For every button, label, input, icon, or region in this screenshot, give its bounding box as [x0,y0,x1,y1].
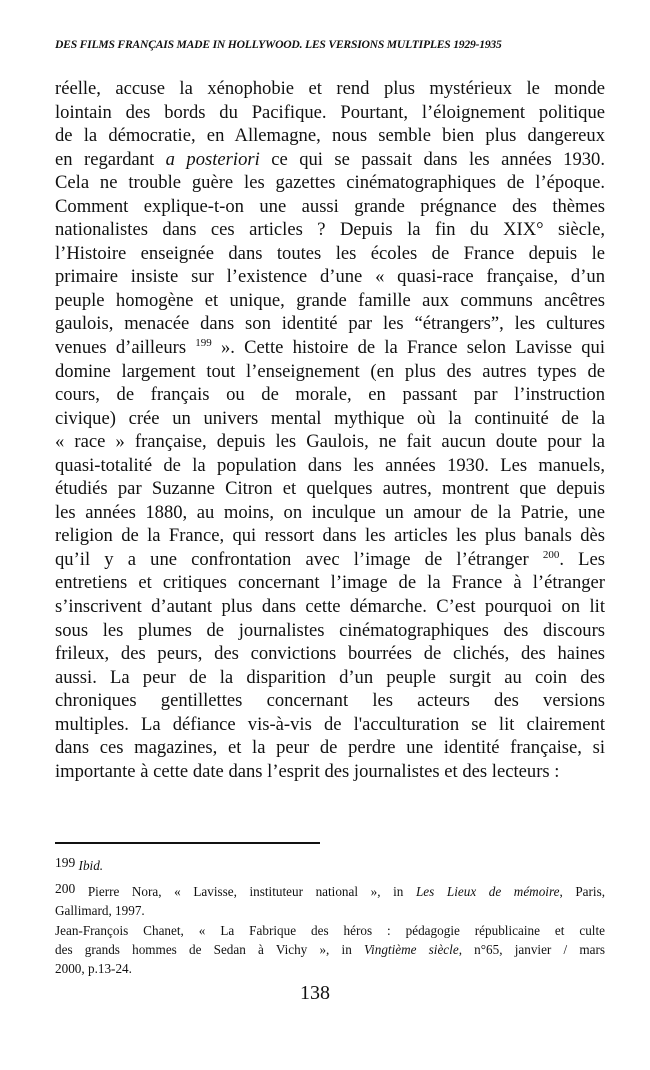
text-line [55,289,605,313]
text-line [55,336,605,360]
text-segment: étudiés par Suzanne Citron et quelques autres, montrent que depuis [55,478,605,500]
text-segment: chroniques gentillettes concernant les acteurs des versions [55,690,605,712]
text-line [55,195,605,219]
text-line [55,383,605,407]
text-segment: entretiens et critiques concernant l’image de la France à l’étranger [55,572,605,594]
footnote-number: 200 [55,881,76,897]
text-line [55,595,605,619]
text-segment: réelle, accuse la xénophobie et rend plus mystérieux le monde [55,78,605,99]
text-segment: civique) crée un univers mental mythique où la continuité de la [55,407,605,429]
footnote-line [55,921,605,940]
text-line [55,689,605,713]
text-segment: peuple homogène et unique, grande famille aux communs ancêtres [55,289,605,311]
text-segment: frileux, des peurs, des convictions bourrées de clichés, des haines [55,643,605,665]
text-segment: aussi. La peur de la disparition d’un peuple surgit au coin des [55,666,605,688]
text-line [55,218,605,242]
text-segment: venues d’ailleurs [55,337,196,359]
text-line [55,265,605,289]
italic-text: Les Lieux de mémoire [415,884,560,900]
footnote-separator [55,842,320,844]
text-segment: en regardant [55,148,166,170]
italic-text: Ibid. [78,858,104,873]
footnote-reference: 199 [195,337,212,350]
text-line [55,571,605,595]
text-segment: quasi-totalité de la population dans les années 1930. Les manuels, [55,454,605,476]
text-line [55,124,605,148]
footnote-number: 199 [55,855,76,870]
text-line [55,101,605,125]
text-line [55,477,605,501]
text-segment: l’Histoire enseignée dans toutes les écoles de France depuis le [55,242,605,264]
text-segment: Pierre Nora, « Lavisse, instituteur national », in [75,884,416,900]
page-number: 138 [300,982,330,1004]
text-line [55,77,605,101]
running-head: DES FILMS FRANÇAIS MADE IN HOLLYWOOD. LES VERSIONS MULTIPLES 1929-1935 [55,38,502,51]
text-line [55,407,605,431]
text-line [55,760,605,784]
text-line [55,148,605,172]
text-line [55,666,605,690]
body-text [55,77,605,783]
text-line [55,524,605,548]
text-segment: s’inscrivent d’autant plus dans cette démarche. C’est pourquoi on lit [55,596,605,618]
italic-text: Vingtième siècle [363,941,459,957]
text-segment: ». Cette histoire de la France selon Lavisse qui [211,337,605,359]
text-segment: . Les [559,548,605,570]
footnotes [55,853,605,978]
text-segment: , n°65, janvier / mars [458,941,605,957]
text-segment: des grands hommes de Sedan à Vichy », in [55,941,364,957]
text-line [55,619,605,643]
text-line [55,501,605,525]
text-line [55,642,605,666]
text-segment: Cela ne trouble guère les gazettes cinématographiques de l’époque. [55,172,605,194]
text-line [55,360,605,384]
text-segment: importante à cette date dans l’esprit des journalistes et des lecteurs : [55,760,560,782]
text-line [55,548,605,572]
text-segment: domine largement tout l’enseignement (en plus des autres types de [55,360,605,382]
text-line [55,242,605,266]
text-segment: 2000, p.13-24. [55,961,132,977]
text-segment: les années 1880, au moins, on inculque un amour de la Patrie, une [55,501,605,523]
footnote-line [55,853,605,875]
footnote-line [55,879,605,901]
text-segment: « race » française, depuis les Gaulois, ne fait aucun doute pour la [55,431,605,453]
footnote-reference: 200 [542,548,560,561]
text-segment: lointain des bords du Pacifique. Pourtant, l’éloignement politique [55,101,605,123]
text-segment: Jean-François Chanet, « La Fabrique des héros : pédagogie républicaine et culte [55,922,605,938]
text-line [55,454,605,478]
text-segment: Gallimard, 1997. [55,903,145,919]
text-segment: religion de la France, qui ressort dans les articles les plus banals dès [55,525,605,547]
footnote [55,879,605,978]
text-segment: dans ces magazines, et la peur de perdre une identité française, si [55,737,605,759]
text-segment: gaulois, menacée dans son identité par les “étrangers”, les cultures [55,313,605,335]
text-segment: nationalistes dans ces articles ? Depuis la fin du XIX° siècle, [55,219,605,241]
text-segment: multiples. La défiance vis-à-vis de l'acculturation se lit clairement [55,713,605,735]
footnote [55,853,605,875]
text-line [55,171,605,195]
text-segment: qu’il y a une confrontation avec l’image de l’étranger [55,548,543,570]
text-segment: Comment explique-t-on une aussi grande prégnance des thèmes [55,195,605,217]
text-line [55,736,605,760]
text-segment: primaire insiste sur l’existence d’une « quasi-race française, d’un [55,266,605,288]
footnote-line [55,901,605,920]
text-segment: de la démocratie, en Allemagne, nous semble bien plus dangereux [55,125,605,147]
text-line [55,430,605,454]
footnote-line [55,940,605,959]
text-segment: , Paris, [559,884,606,900]
text-segment: cours, de français ou de morale, en passant par l’instruction [55,384,605,406]
text-segment: sous les plumes de journalistes cinématographiques des discours [55,619,605,641]
footnote-line [55,959,605,978]
text-line [55,312,605,336]
text-segment: ce qui se passait dans les années 1930. [259,148,605,170]
italic-text: a posteriori [165,148,260,170]
text-line [55,713,605,737]
